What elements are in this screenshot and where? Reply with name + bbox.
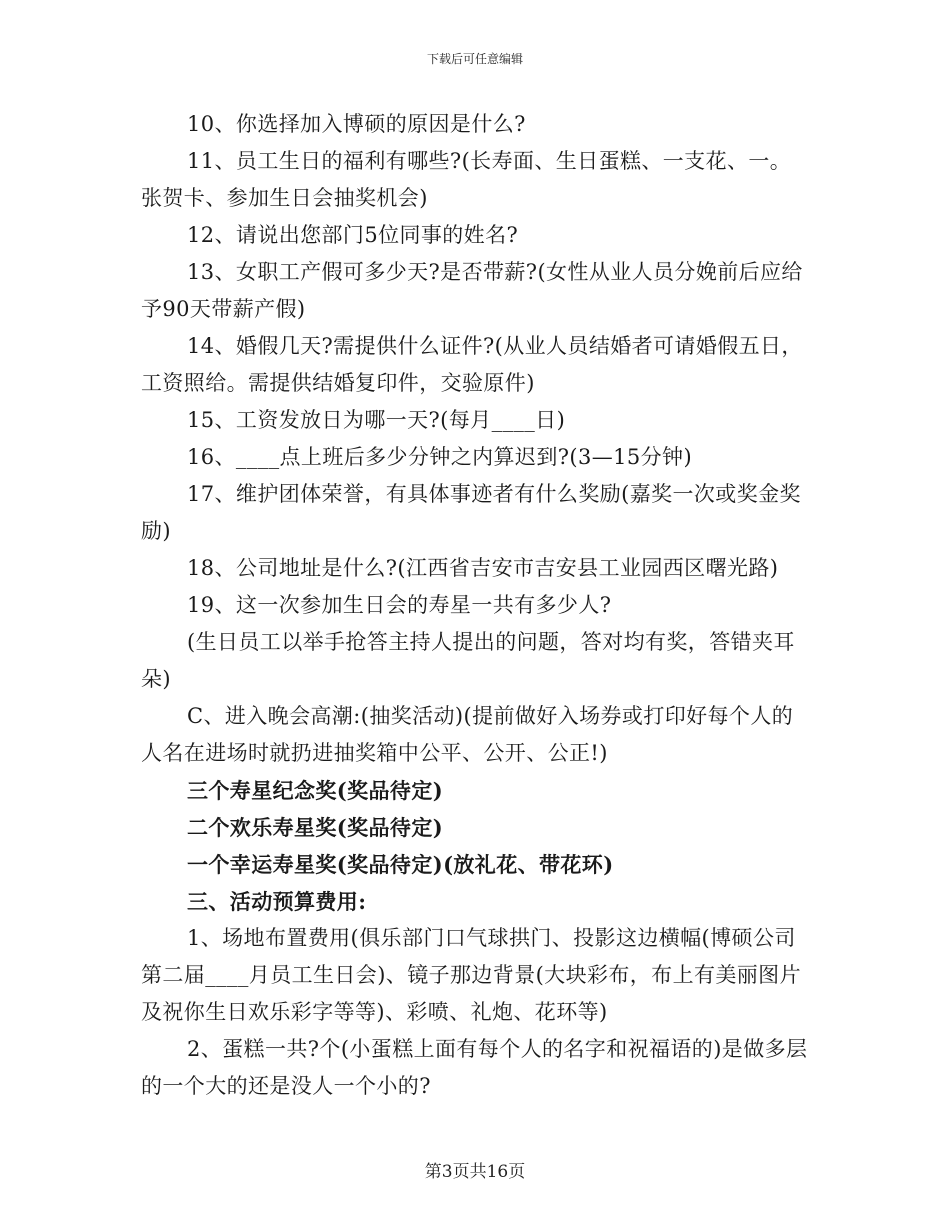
quiz-rules-note: (生日员工以举手抢答主持人提出的问题，答对均有奖，答错夹耳朵) — [141, 630, 795, 691]
document-body — [141, 106, 811, 1105]
budget-item-venue: 1、场地布置费用(俱乐部门口气球拱门、投影这边横幅(博硕公司第二届____月员工生日会)、镜子那边背景(大块彩布，布上有美丽图片及祝你生日欢乐彩字等等)、彩喷、礼炮、花环等) — [141, 926, 801, 1024]
prize-lucky: 一个幸运寿星奖(奖品待定)(放礼花、带花环) — [187, 852, 614, 877]
question-18: 18、公司地址是什么?(江西省吉安市吉安县工业园西区曙光路) — [187, 556, 779, 580]
page-number: 第3页共16页 — [424, 1162, 526, 1182]
question-14: 14、婚假几天?需提供什么证件?(从业人员结婚者可请婚假五日，工资照给。需提供结婚复印件，交验原件) — [141, 334, 803, 395]
question-19: 19、这一次参加生日会的寿星一共有多少人? — [187, 593, 612, 617]
question-13: 13、女职工产假可多少天?是否带薪?(女性从业人员分娩前后应给予90天带薪产假) — [141, 260, 803, 321]
prize-happy: 二个欢乐寿星奖(奖品待定) — [187, 815, 444, 840]
budget-item-cake: 2、蛋糕一共?个(小蛋糕上面有每个人的名字和祝福语的)是做多层的一个大的还是没人一个小的? — [141, 1037, 808, 1098]
section-c-lottery: C、进入晚会高潮:(抽奖活动)(提前做好入场券或打印好每个人的人名在进场时就扔进抽奖箱中公平、公开、公正!) — [141, 704, 794, 765]
question-17: 17、维护团体荣誉，有具体事迹者有什么奖励(嘉奖一次或奖金奖励) — [141, 482, 801, 543]
prize-commemorative: 三个寿星纪念奖(奖品待定) — [187, 778, 444, 803]
section-heading-budget: 三、活动预算费用: — [187, 889, 367, 914]
question-11: 11、员工生日的福利有哪些?(长寿面、生日蛋糕、一支花、一。张贺卡、参加生日会抽奖机会) — [141, 149, 792, 210]
question-16: 16、____点上班后多少分钟之内算迟到?(3—15分钟) — [187, 445, 693, 469]
question-15: 15、工资发放日为哪一天?(每月____日) — [187, 408, 566, 432]
question-12: 12、请说出您部门5位同事的姓名? — [187, 223, 519, 247]
question-10: 10、你选择加入博硕的原因是什么? — [187, 112, 526, 136]
page-header: 下载后可任意编辑 — [426, 52, 523, 66]
